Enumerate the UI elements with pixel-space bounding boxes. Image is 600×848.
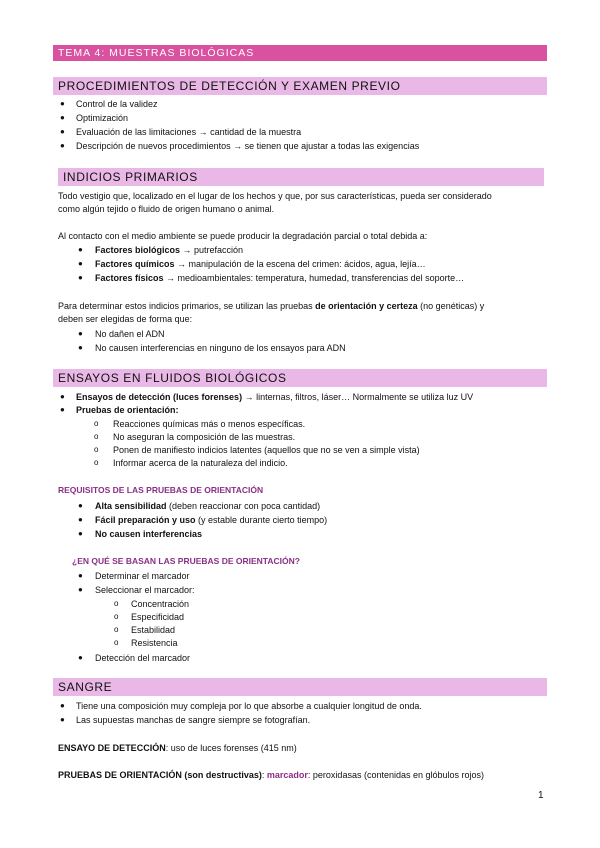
text-run-bold: Alta sensibilidad (95, 501, 167, 511)
factor-detail: → manipulación de la escena del crimen: ácidos, agua, lejía… (174, 259, 426, 269)
text-run-bold: PRUEBAS DE ORIENTACIÓN (son destructivas) (58, 770, 262, 780)
bullet-icon: ● (78, 653, 83, 662)
list-item: Especificidad (131, 612, 185, 622)
list-item: Seleccionar el marcador: (95, 585, 195, 595)
section-heading-procedimientos: PROCEDIMIENTOS DE DETECCIÓN Y EXAMEN PREVIO (53, 77, 547, 95)
circle-bullet-icon: o (114, 625, 119, 634)
paragraph-line (58, 742, 297, 754)
text-run-bold: Pruebas de orientación: (76, 405, 179, 415)
bullet-icon: ● (60, 405, 65, 414)
list-item (95, 272, 464, 284)
circle-bullet-icon: o (94, 458, 99, 467)
list-item (76, 404, 179, 416)
bullet-icon: ● (60, 99, 65, 108)
text-run: → linternas, filtros, láser… Normalmente se utiliza luz UV (242, 392, 474, 402)
list-item: Las supuestas manchas de sangre siempre se fotografían. (76, 715, 311, 725)
text-run-bold: Ensayos de detección (luces forenses) (76, 392, 243, 402)
paragraph-line (58, 769, 484, 781)
list-item: Descripción de nuevos procedimientos → se tienen que ajustar a todas las exigencias (76, 141, 420, 151)
subheading-requisitos: REQUISITOS DE LAS PRUEBAS DE ORIENTACIÓN (58, 485, 264, 495)
marker-highlight: marcador (266, 770, 308, 780)
list-item (76, 391, 473, 403)
text-run-bold: de orientación y certeza (315, 301, 418, 311)
text-run: (deben reaccionar con poca cantidad) (166, 501, 321, 511)
list-item: Control de la validez (76, 99, 158, 109)
bullet-icon: ● (78, 259, 83, 268)
section-heading-sangre: SANGRE (53, 678, 547, 696)
circle-bullet-icon: o (114, 638, 119, 647)
text-run: : (261, 770, 267, 780)
bullet-icon: ● (78, 529, 83, 538)
list-item (95, 258, 426, 270)
list-item: Tiene una composición muy compleja por lo que absorbe a cualquier longitud de onda. (76, 701, 422, 711)
list-item: Detección del marcador (95, 653, 191, 663)
list-item (95, 514, 327, 526)
bullet-icon: ● (60, 141, 65, 150)
text-run-bold: Fácil preparación y uso (95, 515, 196, 525)
circle-bullet-icon: o (94, 445, 99, 454)
page-title: TEMA 4: MUESTRAS BIOLÓGICAS (53, 45, 547, 61)
page-number: 1 (538, 790, 544, 801)
list-item: Ponen de manifiesto indicios latentes (aquellos que no se ven a simple vista) (113, 445, 420, 455)
bullet-icon: ● (78, 343, 83, 352)
text-run-bold: ENSAYO DE DETECCIÓN (58, 743, 166, 753)
factor-label: Factores químicos (95, 259, 175, 269)
section-heading-indicios: INDICIOS PRIMARIOS (58, 168, 544, 186)
text-run: : uso de luces forenses (415 nm) (165, 743, 297, 753)
bullet-icon: ● (78, 515, 83, 524)
list-item: No dañen el ADN (95, 329, 165, 339)
circle-bullet-icon: o (94, 419, 99, 428)
bullet-icon: ● (60, 392, 65, 401)
list-item: Resistencia (131, 638, 178, 648)
bullet-icon: ● (78, 585, 83, 594)
list-item (95, 500, 320, 512)
bullet-icon: ● (78, 245, 83, 254)
list-item: Estabilidad (131, 625, 176, 635)
list-item (95, 528, 202, 540)
circle-bullet-icon: o (94, 432, 99, 441)
bullet-icon: ● (78, 501, 83, 510)
section-heading-ensayos: ENSAYOS EN FLUIDOS BIOLÓGICOS (53, 369, 547, 387)
list-item: Evaluación de las limitaciones → cantidad de la muestra (76, 127, 302, 137)
bullet-icon: ● (78, 571, 83, 580)
list-item: Optimización (76, 113, 129, 123)
subheading-pregunta: ¿EN QUÉ SE BASAN LAS PRUEBAS DE ORIENTACIÓN? (72, 556, 300, 566)
text-run: (no genéticas) y (417, 301, 485, 311)
list-item (95, 244, 243, 256)
factor-label: Factores físicos (95, 273, 164, 283)
text-run-bold: No causen interferencias (95, 529, 203, 539)
paragraph-line: deben ser elegidas de forma que: (58, 314, 193, 324)
circle-bullet-icon: o (114, 612, 119, 621)
bullet-icon: ● (60, 701, 65, 710)
list-item: No causen interferencias en ninguno de los ensayos para ADN (95, 343, 346, 353)
factor-label: Factores biológicos (95, 245, 181, 255)
paragraph-line: Todo vestigio que, localizado en el lugar de los hechos y que, por sus características, pueda ser considerado (58, 191, 492, 201)
text-run: (y estable durante cierto tiempo) (195, 515, 328, 525)
factor-detail: → putrefacción (180, 245, 244, 255)
text-run: Para determinar estos indicios primarios, se utilizan las pruebas (58, 301, 316, 311)
bullet-icon: ● (60, 127, 65, 136)
list-item: No aseguran la composición de las muestras. (113, 432, 296, 442)
list-item: Concentración (131, 599, 190, 609)
factor-detail: → medioambientales: temperatura, humedad, transferencias del soporte… (163, 273, 465, 283)
paragraph-line (58, 300, 484, 312)
bullet-icon: ● (78, 329, 83, 338)
text-run: : peroxidasas (contenidas en glóbulos rojos) (307, 770, 485, 780)
list-item: Informar acerca de la naturaleza del indicio. (113, 458, 288, 468)
list-item: Determinar el marcador (95, 571, 190, 581)
bullet-icon: ● (78, 273, 83, 282)
paragraph-line: Al contacto con el medio ambiente se puede producir la degradación parcial o total debida a: (58, 231, 428, 241)
list-item: Reacciones químicas más o menos específicas. (113, 419, 306, 429)
circle-bullet-icon: o (114, 599, 119, 608)
bullet-icon: ● (60, 113, 65, 122)
paragraph-line: como algún tejido o fluido de origen humano o animal. (58, 204, 275, 214)
bullet-icon: ● (60, 715, 65, 724)
